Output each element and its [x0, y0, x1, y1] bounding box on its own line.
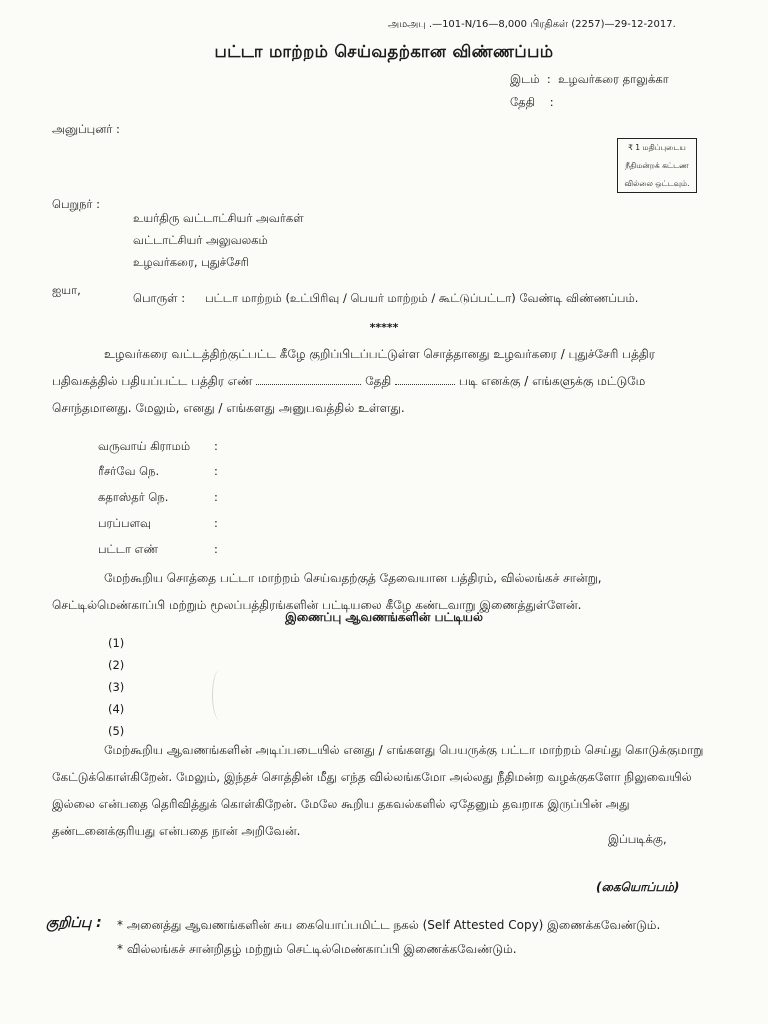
stamp-line: வில்லை ஒட்டவும்.	[624, 179, 690, 188]
date-label: தேதி	[510, 95, 536, 109]
field-colon: :	[214, 439, 218, 453]
stamp-line: ₹ 1 மதிப்புடைய	[628, 143, 686, 152]
stamp-line: நீதிமன்றக் கட்டண	[625, 161, 689, 170]
field-label-resurvey-no: ரீசர்வே நெ.	[98, 464, 160, 478]
page-title: பட்டா மாற்றம் செய்வதற்கான விண்ணப்பம்	[214, 42, 554, 61]
date-line: தேதி :	[510, 95, 554, 109]
documents-paragraph-text: மேற்கூறிய சொத்தை பட்டா மாற்றம் செய்வதற்குத் தேவையான பத்திரம், வில்லங்கச் சான்று, செட்டில்மெண்காப்பி மற்றும் மூலப்பத்திரங்களின் பட்டியலை கீழே கண்டவாறு இணைத்துள்ளேன்.	[52, 571, 602, 612]
property-paragraph-text: படி எனக்கு / எங்களுக்கு மட்டுமே சொந்தமானது. மேலும், எனது / எங்களது அனுபவத்தில் உள்ளது.	[52, 374, 646, 415]
field-colon: :	[214, 516, 218, 530]
attachment-item: (5)	[108, 724, 125, 738]
property-paragraph	[52, 341, 716, 422]
declaration-paragraph	[52, 737, 716, 845]
attachment-item: (3)	[108, 680, 125, 694]
date-word: தேதி	[365, 374, 392, 388]
place-line: இடம் : உழவர்கரை தாலுக்கா	[510, 72, 669, 86]
field-colon: :	[214, 464, 218, 478]
recipient-label: பெறுநர் :	[52, 197, 101, 211]
separator-stars: *****	[369, 321, 399, 334]
scan-mark	[212, 670, 227, 720]
subject-label: பொருள் :	[133, 291, 186, 305]
court-fee-stamp-box	[617, 138, 697, 193]
subject-line	[133, 291, 638, 307]
attachment-item: (1)	[108, 636, 125, 650]
recipient-line: உழவர்கரை, புதுச்சேரி	[133, 255, 249, 269]
salutation: ஐயா,	[52, 283, 81, 297]
recipient-line: வட்டாட்சியர் அலுவலகம்	[133, 233, 268, 247]
field-label-revenue-village: வருவாய் கிராமம்	[98, 439, 191, 453]
field-colon: :	[214, 542, 218, 556]
place-label: இடம்	[510, 72, 540, 86]
field-label-area: பரப்பளவு	[98, 516, 151, 530]
attachment-item: (2)	[108, 658, 125, 672]
subject-text: பட்டா மாற்றம் (உட்பிரிவு / பெயர் மாற்றம் / கூட்டுப்பட்டா) வேண்டி விண்ணப்பம்.	[205, 291, 639, 305]
signature-label: (கையொப்பம்)	[596, 880, 680, 894]
sender-label: அனுப்புனர் :	[52, 122, 120, 136]
field-label-patta-no: பட்டா எண்	[98, 542, 159, 556]
field-label-cadastre-no: கதாஸ்தர் நெ.	[98, 490, 169, 504]
deed-number-blank[interactable]	[256, 374, 361, 385]
attachment-item: (4)	[108, 702, 125, 716]
property-paragraph-text: உழவர்கரை வட்டத்திற்குட்பட்ட கீழே குறிப்பிடப்பட்டுள்ள சொத்தானது உழவர்கரை / புதுச்சேரி பத்திர பதிவகத்தில் பதியப்பட்ட பத்திர எண்	[52, 347, 655, 388]
print-reference: அமஅபு .—101-N/16—8,000 பிரதிகள் (2257)—29-12-2017.	[388, 19, 676, 30]
note-item: * வில்லங்கச் சான்றிதழ் மற்றும் செட்டில்மெண்காப்பி இணைக்கவேண்டும்.	[117, 942, 517, 956]
place-value: உழவர்கரை தாலுக்கா	[558, 72, 669, 86]
declaration-paragraph-text: மேற்கூறிய ஆவணங்களின் அடிப்படையில் எனது / எங்களது பெயருக்கு பட்டா மாற்றம் செய்து கொடுக்குமாறு கேட்டுக்கொள்கிறேன். மேலும், இந்தச் சொத்தின் மீது எந்த வில்லங்கமோ அல்லது நீதிமன்ற வழக்குகளோ நிலுவையில் இல்லை என்பதை தெரிவித்துக் கொள்கிறேன். மேலே கூறிய தகவல்களில் ஏதேனும் தவறாக இருப்பின் அது தண்டனைக்குரியது என்பதை நான் அறிவேன்.	[52, 743, 704, 838]
attachments-list-title: இணைப்பு ஆவணங்களின் பட்டியல்	[285, 610, 483, 624]
note-label: குறிப்பு :	[46, 915, 102, 931]
closing-text: இப்படிக்கு,	[608, 832, 667, 846]
note-item: * அனைத்து ஆவணங்களின் சுய கையொப்பமிட்ட நகல் (Self Attested Copy) இணைக்கவேண்டும்.	[117, 918, 661, 932]
field-colon: :	[214, 490, 218, 504]
deed-date-blank[interactable]	[395, 374, 455, 385]
recipient-line: உயர்திரு வட்டாட்சியர் அவர்கள்	[133, 211, 304, 225]
